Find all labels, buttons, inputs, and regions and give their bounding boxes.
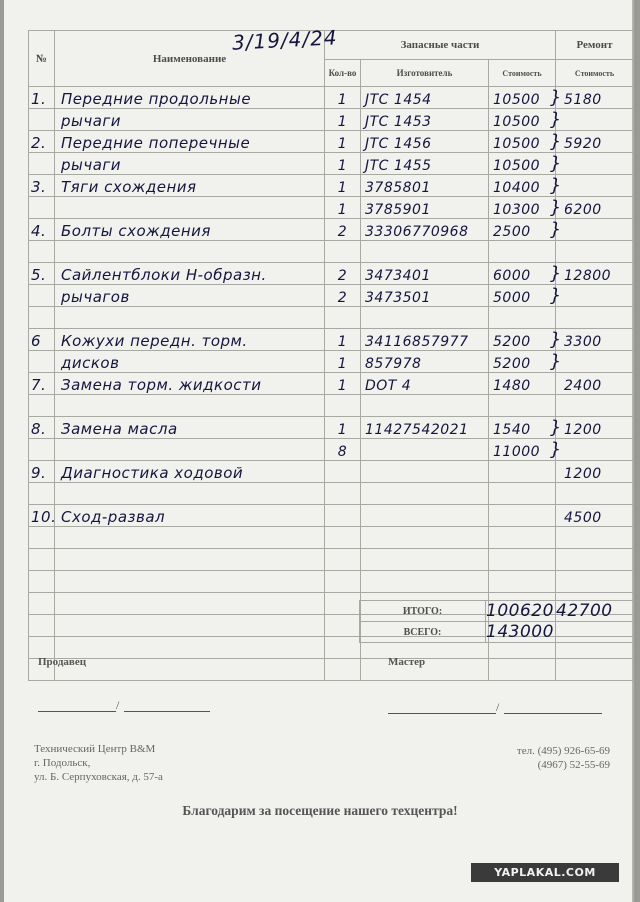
- itogo-label: ИТОГО:: [360, 601, 486, 622]
- row-name: [55, 439, 325, 461]
- row-number: [29, 549, 55, 571]
- row-cost: 10500 }: [489, 87, 556, 109]
- row-maker: [361, 549, 489, 571]
- totals-table: [359, 600, 634, 643]
- row-cost: 11000 }: [489, 439, 556, 461]
- row-maker: 33306770968: [361, 219, 489, 241]
- row-maker: 34116857977: [361, 329, 489, 351]
- row-cost: [489, 571, 556, 593]
- table-row: [29, 571, 634, 593]
- row-name: [55, 571, 325, 593]
- row-maker: JTC 1454: [361, 87, 489, 109]
- row-maker: [361, 483, 489, 505]
- row-maker: JTC 1455: [361, 153, 489, 175]
- row-maker: DOT 4: [361, 373, 489, 395]
- row-repair: 5180: [556, 87, 634, 109]
- row-repair: [556, 307, 634, 329]
- row-maker: 857978: [361, 351, 489, 373]
- col-cost-header: Стоимость: [489, 60, 556, 87]
- seller-label: Продавец: [38, 656, 87, 668]
- row-name: рычаги: [55, 153, 325, 175]
- row-maker: JTC 1456: [361, 131, 489, 153]
- row-cost: [489, 659, 556, 681]
- row-repair: [556, 571, 634, 593]
- itogo-repair: 42700: [556, 601, 634, 622]
- table-row: [29, 439, 634, 461]
- row-name: рычаги: [55, 109, 325, 131]
- row-cost: 2500 }: [489, 219, 556, 241]
- row-number: [29, 197, 55, 219]
- row-maker: [361, 461, 489, 483]
- watermark: YAPLAKAL.COM: [471, 863, 619, 882]
- row-name: дисков: [55, 351, 325, 373]
- row-maker: [361, 395, 489, 417]
- row-number: 7.: [29, 373, 55, 395]
- row-qty: [325, 615, 361, 637]
- row-repair: 3300: [556, 329, 634, 351]
- table-row: [29, 153, 634, 175]
- row-name: [55, 593, 325, 615]
- table-row: [29, 175, 634, 197]
- company-name: Технический Центр B&M: [34, 743, 156, 755]
- row-qty: 1: [325, 87, 361, 109]
- row-qty: 1: [325, 197, 361, 219]
- row-maker: JTC 1453: [361, 109, 489, 131]
- row-number: 1.: [29, 87, 55, 109]
- table-row: [29, 241, 634, 263]
- row-repair: [556, 659, 634, 681]
- row-repair: 12800: [556, 263, 634, 285]
- col-maker-header: Изготовитель: [361, 60, 489, 87]
- row-name: Диагностика ходовой: [55, 461, 325, 483]
- row-qty: 1: [325, 417, 361, 439]
- row-name: Сайлентблоки Н-образн.: [55, 263, 325, 285]
- col-parts-header: Запасные части: [325, 31, 556, 60]
- row-number: 10.: [29, 505, 55, 527]
- seller-line-2: [124, 710, 210, 712]
- row-name: Болты схождения: [55, 219, 325, 241]
- row-qty: [325, 483, 361, 505]
- row-qty: [325, 571, 361, 593]
- vsego-value: 143000: [486, 622, 634, 643]
- col-num-header: №: [29, 31, 55, 87]
- row-cost: 10300 }: [489, 197, 556, 219]
- master-slash: /: [496, 700, 500, 714]
- row-number: [29, 285, 55, 307]
- row-number: 9.: [29, 461, 55, 483]
- table-row: [29, 197, 634, 219]
- row-number: [29, 351, 55, 373]
- table-body: [29, 87, 634, 681]
- table-row: [29, 373, 634, 395]
- row-number: 2.: [29, 131, 55, 153]
- row-repair: 5920: [556, 131, 634, 153]
- row-qty: [325, 241, 361, 263]
- row-cost: 10500 }: [489, 153, 556, 175]
- row-maker: [361, 307, 489, 329]
- row-repair: [556, 153, 634, 175]
- row-number: [29, 527, 55, 549]
- row-repair: [556, 527, 634, 549]
- row-number: 4.: [29, 219, 55, 241]
- row-cost: [489, 505, 556, 527]
- row-repair: 6200: [556, 197, 634, 219]
- row-number: [29, 109, 55, 131]
- table-row: [29, 461, 634, 483]
- row-qty: [325, 637, 361, 659]
- row-cost: 5000 }: [489, 285, 556, 307]
- row-cost: [489, 241, 556, 263]
- row-repair: 4500: [556, 505, 634, 527]
- row-number: [29, 153, 55, 175]
- row-number: [29, 307, 55, 329]
- row-qty: 8: [325, 439, 361, 461]
- row-maker: [361, 241, 489, 263]
- row-cost: 1540 }: [489, 417, 556, 439]
- row-qty: 1: [325, 351, 361, 373]
- row-repair: 2400: [556, 373, 634, 395]
- row-number: 5.: [29, 263, 55, 285]
- row-qty: [325, 659, 361, 681]
- handwritten-date: 3/19/4/24: [231, 25, 339, 55]
- row-name: Замена масла: [55, 417, 325, 439]
- service-table: [28, 30, 634, 681]
- row-maker: 11427542021: [361, 417, 489, 439]
- seller-line-1: [38, 710, 116, 712]
- form-sheet: [4, 0, 636, 902]
- master-label: Мастер: [388, 656, 426, 668]
- row-name: [55, 615, 325, 637]
- footer-company-block: [34, 742, 163, 784]
- row-name: Сход-развал: [55, 505, 325, 527]
- seller-slash: /: [116, 698, 120, 712]
- vsego-label: ВСЕГО:: [360, 622, 486, 643]
- row-repair: [556, 483, 634, 505]
- col-repair-header: Ремонт: [556, 31, 634, 60]
- row-name: [55, 197, 325, 219]
- table-row: [29, 395, 634, 417]
- row-cost: [489, 395, 556, 417]
- master-line-2: [504, 712, 602, 714]
- row-qty: [325, 395, 361, 417]
- row-name: [55, 527, 325, 549]
- row-maker: 3473401: [361, 263, 489, 285]
- row-qty: 1: [325, 153, 361, 175]
- row-qty: 2: [325, 219, 361, 241]
- row-name: [55, 549, 325, 571]
- row-maker: 3473501: [361, 285, 489, 307]
- row-qty: [325, 593, 361, 615]
- row-cost: [489, 483, 556, 505]
- row-qty: [325, 527, 361, 549]
- thanks-message: Благодарим за посещение нашего техцентра!: [182, 803, 458, 818]
- row-qty: [325, 461, 361, 483]
- row-repair: [556, 219, 634, 241]
- row-name: [55, 307, 325, 329]
- row-repair: [556, 241, 634, 263]
- row-cost: [489, 307, 556, 329]
- row-name: Передние поперечные: [55, 131, 325, 153]
- row-number: 3.: [29, 175, 55, 197]
- table-row: [29, 527, 634, 549]
- row-name: [55, 659, 325, 681]
- table-row: [29, 549, 634, 571]
- table-row: [29, 505, 634, 527]
- table-row: [29, 483, 634, 505]
- row-qty: 2: [325, 263, 361, 285]
- row-qty: 1: [325, 175, 361, 197]
- table-row: [29, 417, 634, 439]
- row-qty: 1: [325, 131, 361, 153]
- table-row: [29, 351, 634, 373]
- row-repair: [556, 285, 634, 307]
- table-row: [29, 329, 634, 351]
- table-row: [29, 131, 634, 153]
- row-qty: 1: [325, 109, 361, 131]
- row-cost: 5200 }: [489, 329, 556, 351]
- phone-2: (4967) 52-55-69: [537, 759, 610, 771]
- row-cost: 6000 }: [489, 263, 556, 285]
- row-qty: 1: [325, 329, 361, 351]
- row-number: [29, 571, 55, 593]
- row-qty: [325, 505, 361, 527]
- row-cost: 10500 }: [489, 131, 556, 153]
- row-name: Передние продольные: [55, 87, 325, 109]
- row-maker: 3785901: [361, 197, 489, 219]
- phone-1: тел. (495) 926-65-69: [516, 745, 610, 757]
- row-qty: [325, 549, 361, 571]
- col-qty-header: Кол-во: [325, 60, 361, 87]
- master-line-1: [388, 712, 496, 714]
- table-row: [29, 219, 634, 241]
- row-cost: [489, 549, 556, 571]
- row-qty: 1: [325, 373, 361, 395]
- row-name: [55, 395, 325, 417]
- row-repair: [556, 549, 634, 571]
- table-row: [29, 307, 634, 329]
- row-name: [55, 241, 325, 263]
- row-repair: [556, 175, 634, 197]
- col-repair-cost-header: Стоимость: [556, 60, 634, 87]
- company-city: г. Подольск,: [34, 757, 91, 769]
- table-row: [29, 109, 634, 131]
- row-name: Кожухи передн. торм.: [55, 329, 325, 351]
- row-qty: [325, 307, 361, 329]
- col-name-header: Наименование: [55, 31, 325, 87]
- row-name: [55, 483, 325, 505]
- row-repair: 1200: [556, 417, 634, 439]
- row-number: [29, 483, 55, 505]
- row-repair: [556, 439, 634, 461]
- table-row: [29, 285, 634, 307]
- row-cost: [489, 527, 556, 549]
- row-maker: 3785801: [361, 175, 489, 197]
- row-qty: 2: [325, 285, 361, 307]
- row-repair: [556, 109, 634, 131]
- row-cost: 1480: [489, 373, 556, 395]
- row-number: [29, 439, 55, 461]
- row-maker: [361, 505, 489, 527]
- row-repair: 1200: [556, 461, 634, 483]
- table-row: [29, 87, 634, 109]
- row-name: Замена торм. жидкости: [55, 373, 325, 395]
- row-number: [29, 615, 55, 637]
- row-name: Тяги схождения: [55, 175, 325, 197]
- row-number: [29, 395, 55, 417]
- row-cost: 5200 }: [489, 351, 556, 373]
- table-row: [29, 263, 634, 285]
- row-name: рычагов: [55, 285, 325, 307]
- row-number: [29, 593, 55, 615]
- row-cost: [489, 461, 556, 483]
- row-number: [29, 241, 55, 263]
- row-name: [55, 637, 325, 659]
- row-maker: [361, 439, 489, 461]
- row-maker: [361, 527, 489, 549]
- row-cost: 10400 }: [489, 175, 556, 197]
- row-repair: [556, 395, 634, 417]
- row-maker: [361, 571, 489, 593]
- row-number: 8.: [29, 417, 55, 439]
- itogo-parts: 100620: [486, 601, 554, 621]
- company-address: ул. Б. Серпуховская, д. 57-а: [34, 771, 163, 783]
- row-number: 6: [29, 329, 55, 351]
- row-cost: 10500 }: [489, 109, 556, 131]
- table-row: [29, 659, 634, 681]
- footer-phones: [517, 744, 610, 772]
- row-repair: [556, 351, 634, 373]
